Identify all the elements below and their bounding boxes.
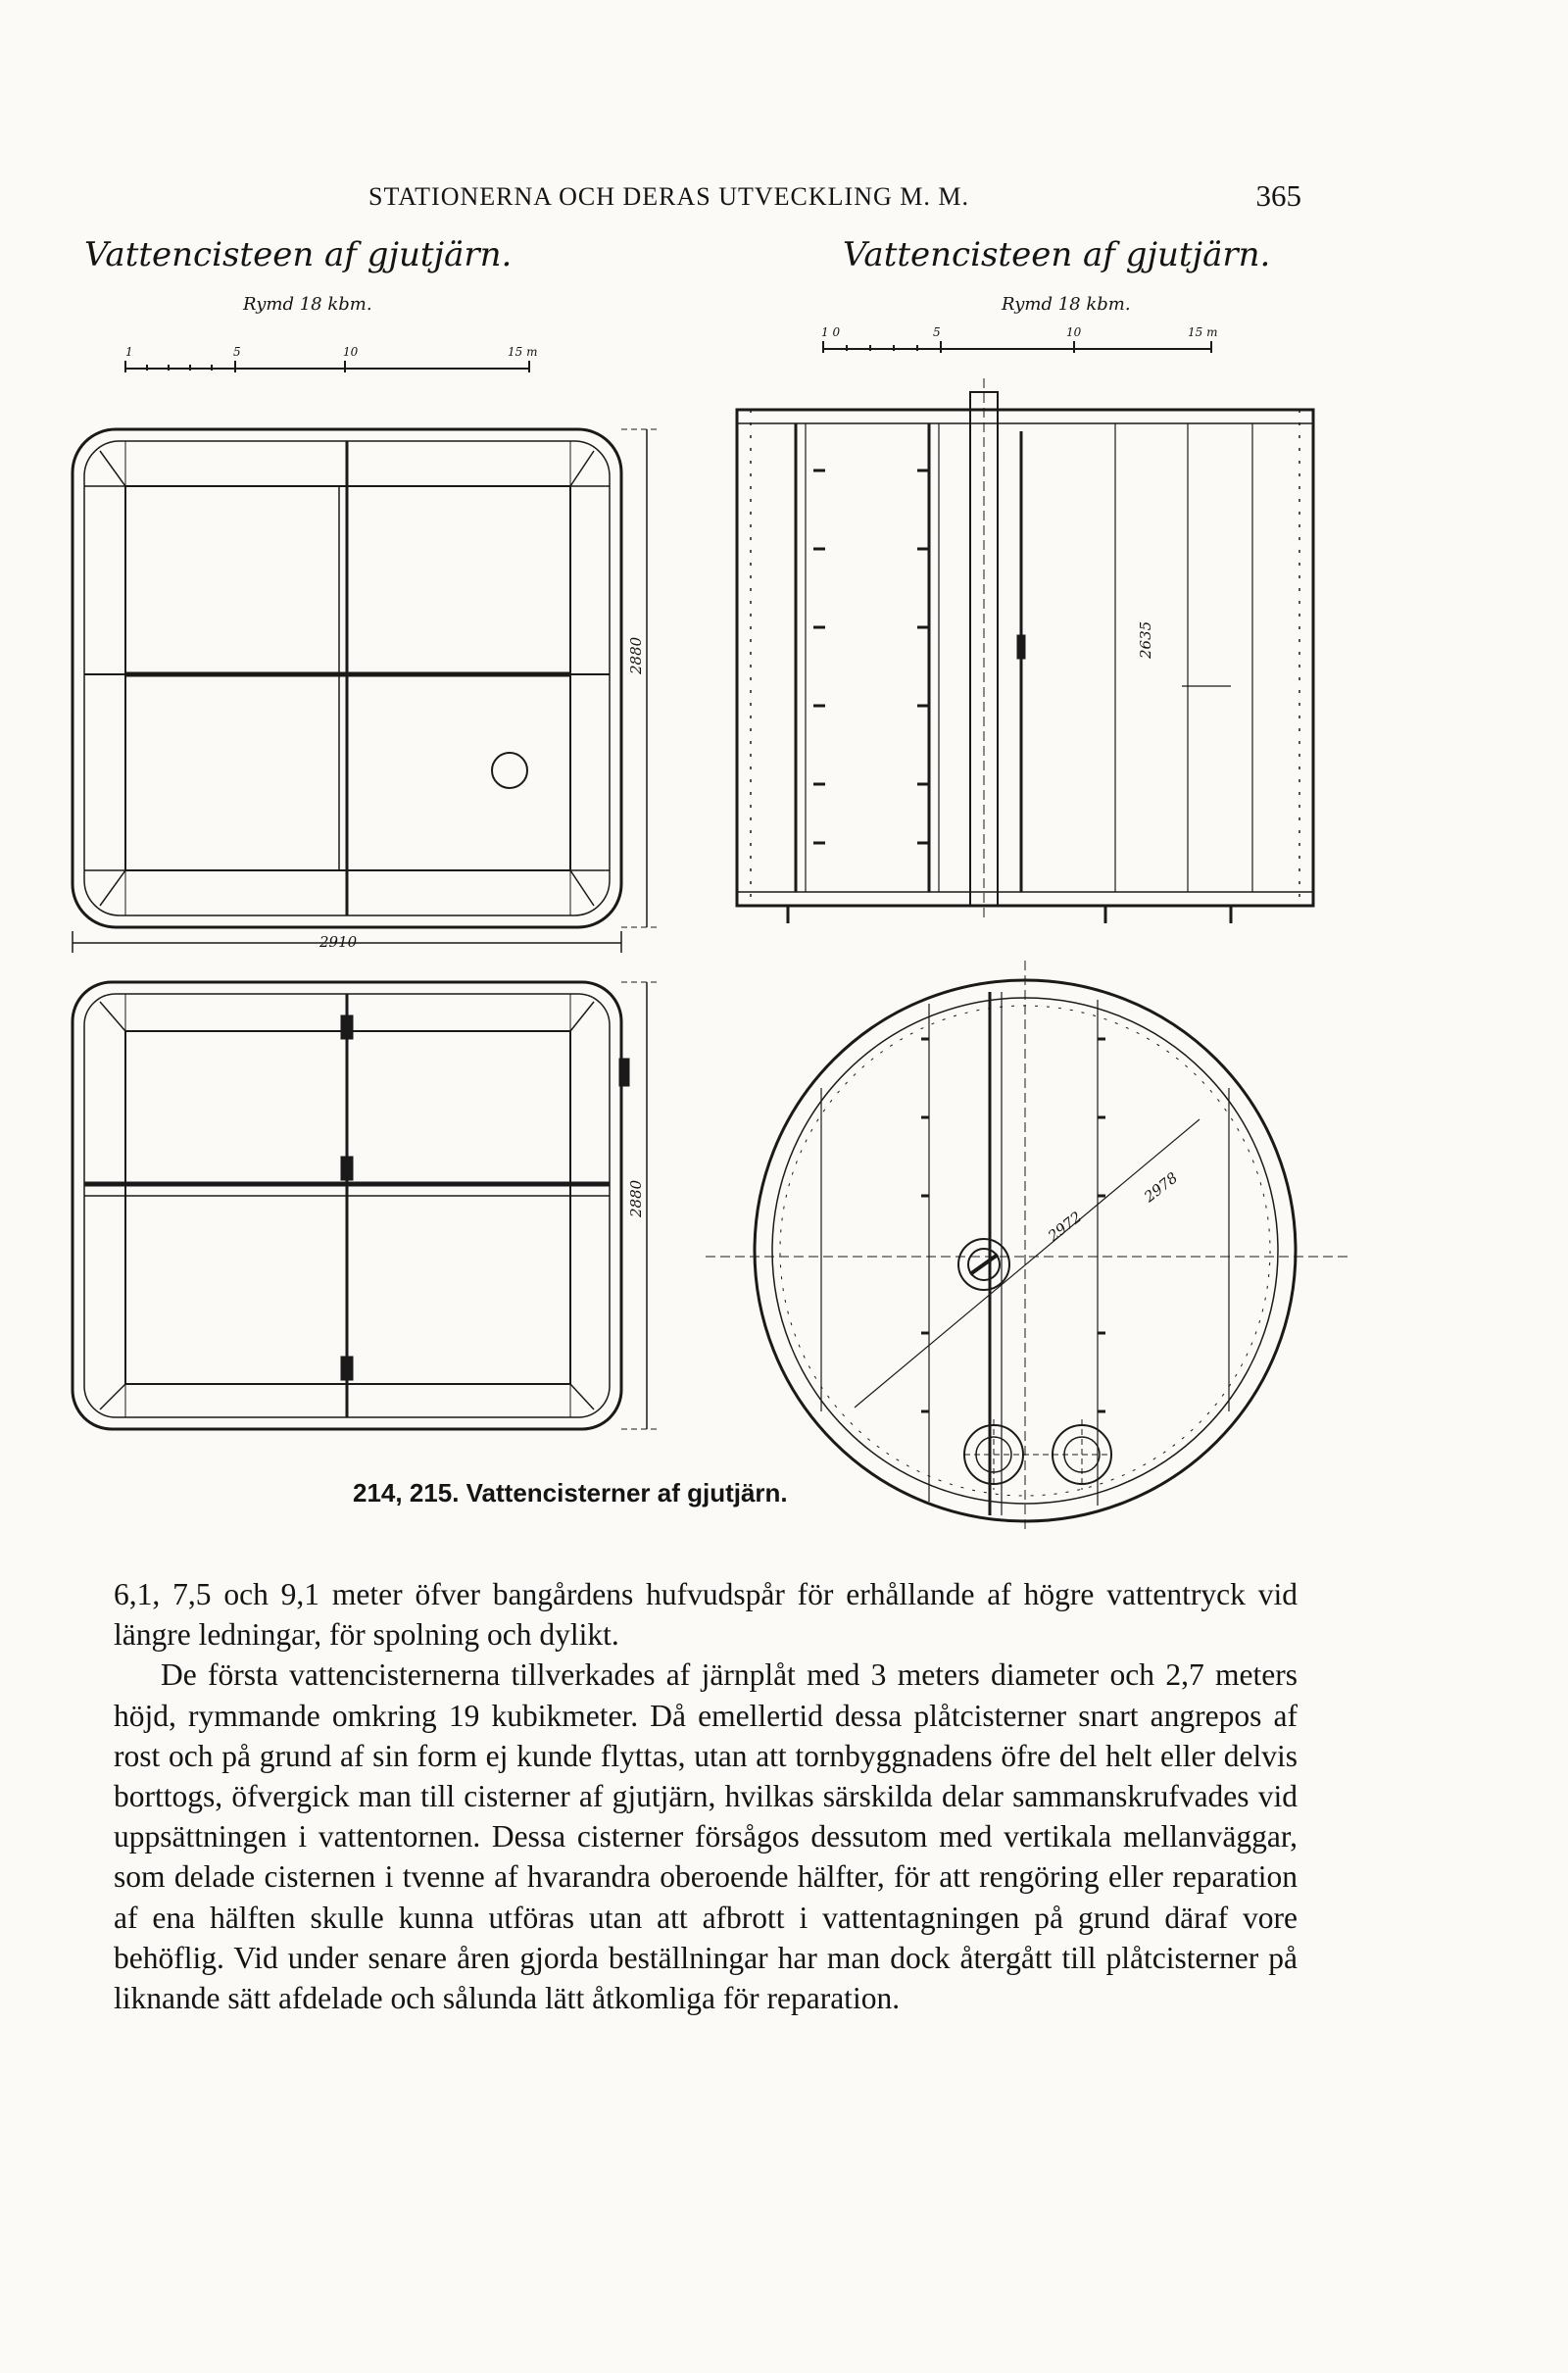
page-number: 365 — [1255, 178, 1301, 213]
paragraph-2: De första vattencisternerna tillverkades af järnplåt med 3 meters diameter och 2,7 meters höjd, rymmande omkring 19 kubikmeter. Då emellertid dessa plåtcisterner snart angrepos af rost och på grund af sin form ej kunde flyttas, utan att tornbyggnadens öfre del helt eller delvis borttogs, öfvergick man till cisterner af gjutjärn, hvilkas särskilda delar sammanskrufvades vid uppsättningen i vattentornen. Dessa cisterner försågos dessutom med vertikala mellanväggar, som delade cisternen i tvenne af hvarandra oberoende hälfter, för att rengöring eller reparation af ena hälften skulle kunna utföras utan att afbrott i vattentagningen på grund däraf vore behöflig. Vid under senare åren gjorda beställningar har man dock återgått till plåtcisterner på liknande sätt afdelade och sålunda lätt åtkomliga för reparation. — [114, 1657, 1298, 2016]
right-dim-diameter: 2978 — [1141, 1168, 1182, 1207]
left-dim-width: 2910 — [319, 933, 358, 951]
right-scale-bar — [823, 341, 1211, 353]
left-dim-height-lower: 2880 — [627, 1179, 645, 1217]
right-scale-tick-4: 15 m — [1188, 325, 1218, 339]
left-scale-tick-2: 5 — [233, 345, 241, 359]
body-text — [114, 1574, 1298, 2018]
right-dim-diameter-2: 2972 — [1045, 1208, 1086, 1246]
left-lower-tank-elevation — [73, 982, 657, 1429]
right-upper-tank-elevation — [737, 378, 1313, 923]
left-drawing-title: Vattencisteen af gjutjärn. — [84, 235, 513, 274]
right-scale-tick-3: 10 — [1066, 325, 1082, 339]
left-upper-tank-plan — [73, 429, 657, 953]
right-drawing-subtitle: Rymd 18 kbm. — [1002, 294, 1131, 315]
right-dim-height: 2635 — [1137, 620, 1154, 659]
right-scale-tick-1: 1 0 — [821, 325, 841, 339]
right-scale-tick-2: 5 — [933, 325, 941, 339]
left-drawing-subtitle: Rymd 18 kbm. — [243, 294, 372, 315]
left-scale-tick-1: 1 — [125, 345, 133, 359]
right-drawing-title: Vattencisteen af gjutjärn. — [843, 235, 1271, 274]
left-scale-tick-4: 15 m — [508, 345, 538, 359]
left-dim-height-upper: 2880 — [627, 636, 645, 674]
running-head: STATIONERNA OCH DERAS UTVECKLING M. M. — [368, 182, 969, 211]
right-lower-tank-plan — [706, 961, 1352, 1529]
left-scale-tick-3: 10 — [343, 345, 359, 359]
figure-caption: 214, 215. Vattencisterner af gjutjärn. — [353, 1478, 788, 1508]
left-scale-bar — [125, 361, 529, 372]
paragraph-1: 6,1, 7,5 och 9,1 meter öfver bangårdens hufvudspår för erhållande af högre vattentryck vid längre ledningar, för spolning och dylikt. — [114, 1577, 1298, 1653]
